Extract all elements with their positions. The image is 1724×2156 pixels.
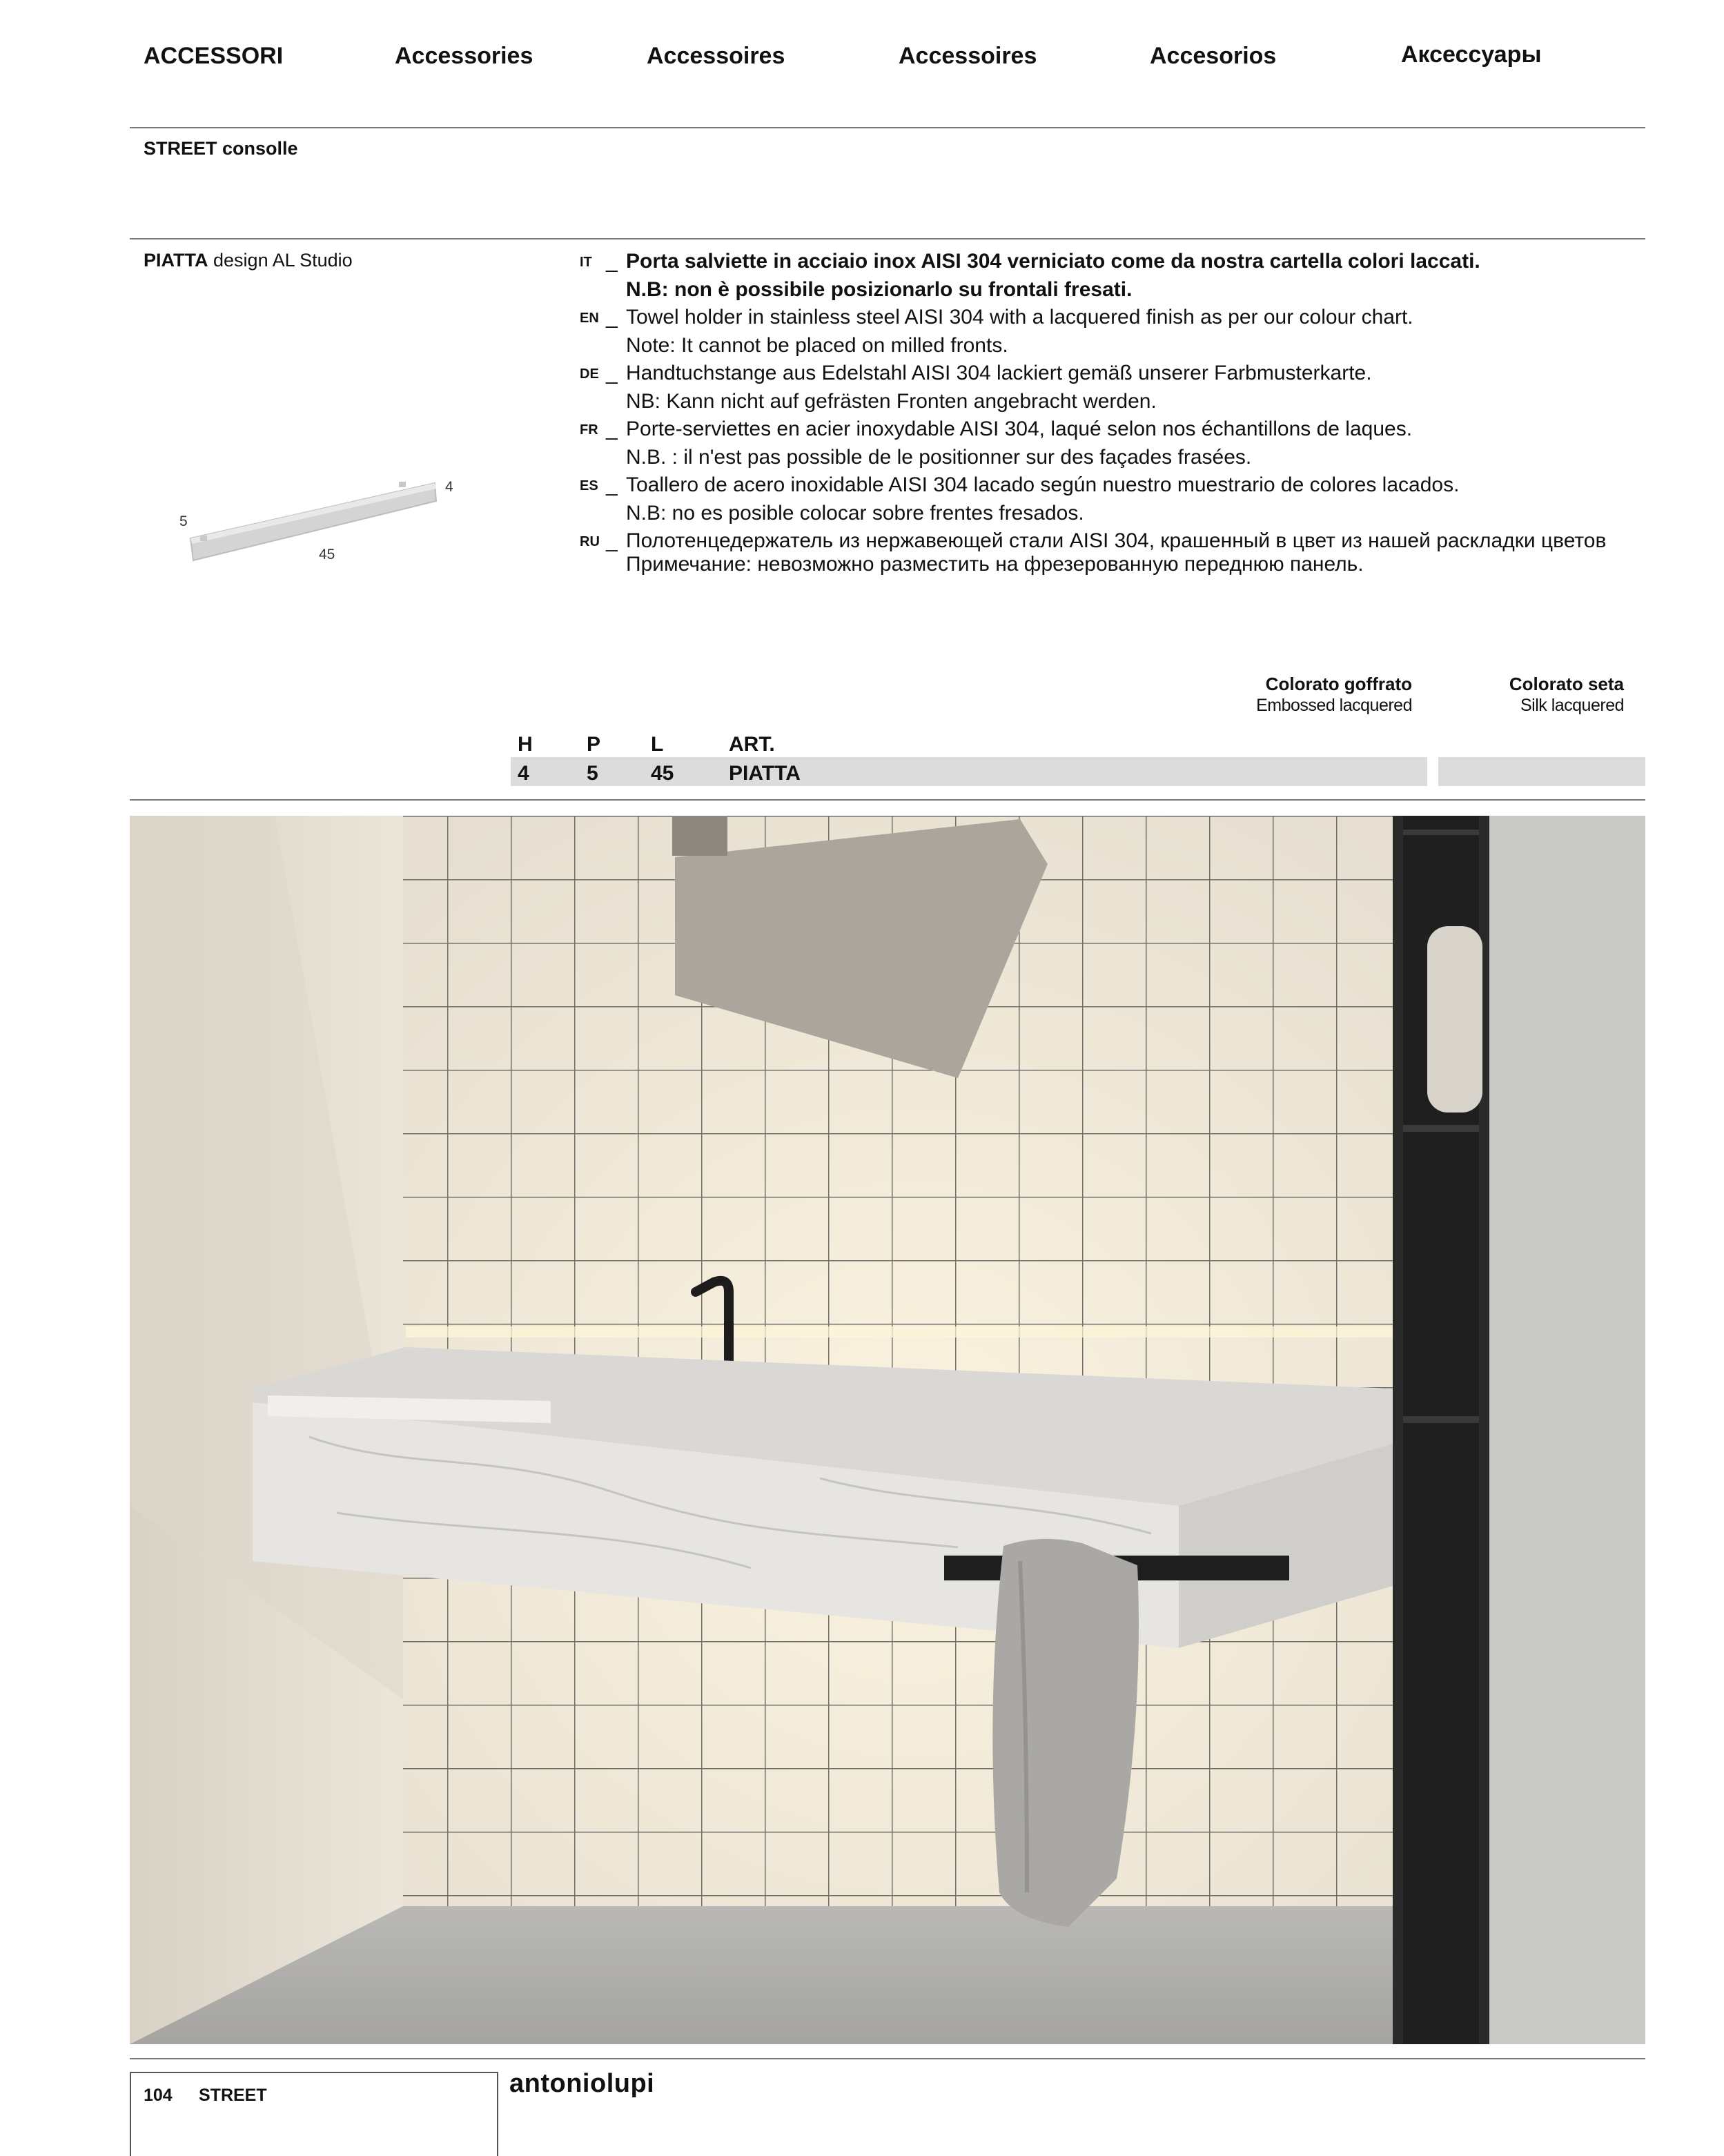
table-header-h: H: [518, 733, 533, 756]
towel-holder-mount-left: [200, 536, 207, 541]
mirror-bracket: [672, 816, 727, 856]
description-line: Handtuchstange aus Edelstahl AISI 304 lackiert gemäß unserer Farbmusterkarte.: [626, 362, 1372, 384]
description-line: Полотенцедержатель из нержавеющей стали AISI 304, крашенный в цвет из нашей раскладки цветов: [626, 529, 1607, 552]
table-cell-art: PIATTA: [729, 762, 801, 785]
description-line: Toallero de acero inoxidable AISI 304 lacado según nuestro muestrario de colores lacados.: [626, 473, 1460, 496]
towel-holder-mount-right: [399, 482, 406, 487]
finish-col1-title: Colorato goffrato: [1265, 674, 1412, 694]
table-cell-l: 45: [651, 762, 674, 785]
footer-section: STREET: [199, 2086, 267, 2105]
description-line: Porta salviette in acciaio inox AISI 304 verniciato come da nostra cartella colori laccati.: [626, 250, 1480, 273]
separator: _: [606, 418, 618, 440]
separator: _: [606, 362, 618, 384]
table-header-p: P: [587, 733, 601, 756]
dimension-height: 4: [445, 479, 453, 495]
finish-col2-subtitle: Silk lacquered: [1520, 696, 1624, 715]
header-divider: [130, 127, 1645, 128]
table-cell-h: 4: [518, 762, 529, 785]
lang-code: IT: [580, 255, 592, 270]
bathroom-photo: [130, 816, 1645, 2044]
description-note: Примечание: невозможно разместить на фрезерованную переднюю панель.: [626, 553, 1364, 576]
lang-code: DE: [580, 366, 599, 382]
table-cell-p: 5: [587, 762, 598, 785]
table-header-art: ART.: [729, 733, 775, 756]
description-line: Porte-serviettes en acier inoxydable AISI 304, laqué selon nos échantillons de laques.: [626, 418, 1413, 440]
description-note: N.B: no es posible colocar sobre frentes fresados.: [626, 502, 1084, 525]
separator: _: [606, 306, 618, 329]
lang-code: EN: [580, 311, 599, 326]
hanging-towel: [992, 1539, 1139, 1927]
header-lang-ru: Аксессуары: [1401, 41, 1542, 68]
lang-code: RU: [580, 534, 600, 549]
product-title: [144, 250, 353, 271]
page-number: 104: [144, 2086, 173, 2105]
header-lang-fr: Accessoires: [647, 43, 785, 69]
description-note: N.B: non è possibile posizionarlo su frontali fresati.: [626, 278, 1133, 301]
finish-col2-title: Colorato seta: [1509, 674, 1624, 694]
table-row: [511, 757, 1427, 786]
product-designer: design AL Studio: [213, 250, 353, 271]
header-lang-es: Accesorios: [1150, 43, 1277, 69]
header-lang-en: Accessories: [395, 43, 533, 69]
product-name: PIATTA: [144, 250, 208, 271]
brand-logo: antoniolupi: [509, 2069, 655, 2098]
towel-holder-top-face: [190, 483, 436, 544]
dimension-depth: 5: [179, 513, 188, 529]
lang-code: FR: [580, 422, 598, 438]
description-line: Towel holder in stainless steel AISI 304 with a lacquered finish as per our colour chart.: [626, 306, 1413, 329]
header-lang-it: ACCESSORI: [144, 43, 284, 69]
separator: _: [606, 473, 618, 496]
lang-code: ES: [580, 478, 598, 493]
table-header-l: L: [651, 733, 664, 756]
description-note: NB: Kann nicht auf gefrästen Fronten angebracht werden.: [626, 390, 1157, 413]
section-divider: [130, 238, 1645, 239]
separator: _: [606, 250, 618, 273]
footer-box: [130, 2072, 498, 2156]
right-wall: [1489, 816, 1645, 2044]
finish-col1-subtitle: Embossed lacquered: [1256, 696, 1412, 715]
vase: [1427, 926, 1482, 1113]
footer-divider: [130, 2058, 1645, 2059]
header-lang-de: Accessoires: [899, 43, 1037, 69]
section-title: STREET consolle: [144, 138, 298, 159]
table-divider: [130, 799, 1645, 801]
towel-holder-drawing: [173, 469, 462, 573]
description-note: Note: It cannot be placed on milled fronts.: [626, 334, 1008, 357]
dimension-length: 45: [319, 547, 335, 562]
table-row-price-col2: [1438, 757, 1645, 786]
description-note: N.B. : il n'est pas possible de le positionner sur des façades frasées.: [626, 446, 1252, 469]
separator: _: [606, 529, 618, 552]
